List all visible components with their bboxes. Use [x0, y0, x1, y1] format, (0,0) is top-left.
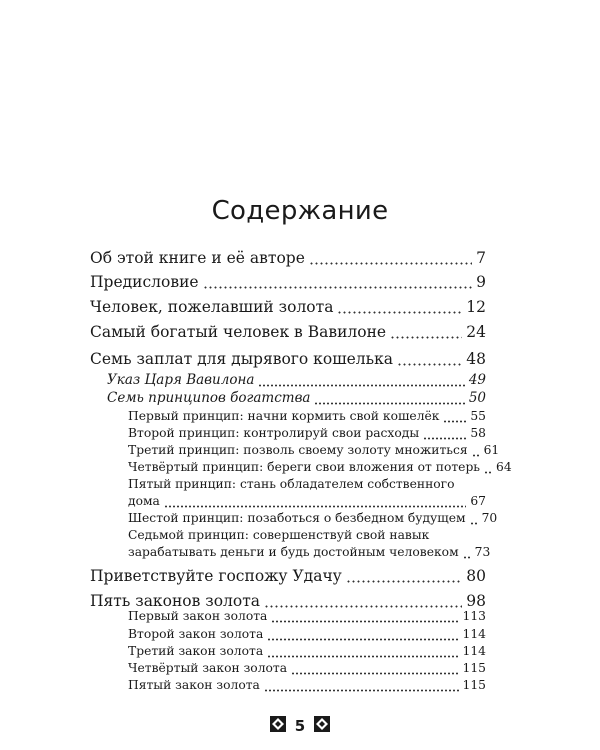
toc-entry-page: 113	[462, 609, 486, 623]
toc-subsubentry[interactable]	[128, 528, 491, 562]
toc-subsubentry[interactable]	[128, 409, 486, 426]
toc-entry[interactable]	[90, 273, 486, 293]
toc-entry[interactable]	[90, 350, 486, 370]
dot-leader	[258, 384, 464, 387]
toc-entry-label: Семь заплат для дырявого кошелька	[90, 350, 393, 368]
toc-subsubentry[interactable]	[128, 511, 498, 528]
dot-leader	[470, 522, 478, 525]
toc-entry[interactable]	[90, 298, 486, 318]
toc-entry-page: 73	[474, 545, 491, 559]
toc-entry-page: 64	[496, 460, 512, 474]
toc-entry-page: 50	[468, 390, 486, 406]
toc-entry[interactable]	[90, 323, 486, 343]
toc-entry-page: 70	[481, 511, 498, 525]
dot-leader	[463, 556, 471, 559]
toc-subsubentry[interactable]	[128, 477, 486, 511]
toc-subsubentry[interactable]	[128, 460, 512, 477]
toc-entry-page: 98	[466, 592, 486, 610]
dot-leader	[346, 580, 462, 583]
toc-entry-page: 9	[476, 273, 486, 291]
toc-entry-page: 12	[466, 298, 486, 316]
page-title: Содержание	[211, 196, 389, 226]
page-footer	[0, 716, 600, 736]
dot-leader	[271, 620, 458, 623]
dot-leader	[309, 262, 472, 265]
toc-entry-label: Семь принципов богатства	[107, 390, 311, 406]
dot-leader	[291, 672, 458, 675]
toc-entry-page: 80	[466, 567, 486, 585]
toc-subsubentry[interactable]	[128, 443, 500, 460]
dot-leader	[472, 454, 480, 457]
toc-entry-page: 61	[483, 443, 500, 457]
diamond-ornament-icon	[314, 716, 330, 736]
dot-leader	[164, 505, 466, 508]
toc-entry-page: 24	[466, 323, 486, 341]
toc-entry-page: 114	[462, 644, 486, 658]
toc-subsubentry[interactable]	[128, 627, 486, 644]
dot-leader	[267, 638, 458, 641]
toc-subsubentry[interactable]	[128, 661, 486, 678]
dot-leader	[267, 655, 458, 658]
toc-entry-label: Третий закон золота	[128, 644, 264, 658]
page-number: 5	[294, 717, 306, 735]
toc-entry-page: 67	[470, 494, 486, 508]
toc-subentry[interactable]	[107, 390, 486, 408]
toc-entry-label: Пятый закон золота	[128, 678, 260, 692]
toc-entry-label-line2: дома	[128, 494, 160, 508]
dot-leader	[390, 336, 462, 339]
dot-leader	[484, 471, 492, 474]
toc-entry-label: Второй закон золота	[128, 627, 264, 641]
toc-entry-label: Человек, пожелавший золота	[90, 298, 334, 316]
dot-leader	[397, 363, 462, 366]
toc-subsubentry[interactable]	[128, 426, 486, 443]
toc-entry-page: 55	[470, 409, 486, 423]
toc-entry-label-line2: зарабатывать деньги и будь достойным человеком	[128, 545, 459, 559]
toc-entry-label: Третий принцип: позволь своему золоту множиться	[128, 443, 468, 457]
dot-leader	[203, 286, 473, 289]
toc-entry-label: Шестой принцип: позаботься о безбедном будущем	[128, 511, 466, 525]
diamond-ornament-icon	[270, 716, 286, 736]
toc-entry-page: 115	[462, 678, 486, 692]
toc-entry-label: Второй принцип: контролируй свои расходы	[128, 426, 420, 440]
toc-subsubentry[interactable]	[128, 678, 486, 695]
toc-entry-label: Об этой книге и её авторе	[90, 249, 305, 267]
toc-entry[interactable]	[90, 567, 486, 587]
toc-entry-label: Пять законов золота	[90, 592, 261, 610]
dot-leader	[423, 437, 466, 440]
toc-entry-label: Первый закон золота	[128, 609, 268, 623]
dot-leader	[264, 605, 462, 608]
toc-entry-label: Четвёртый закон золота	[128, 661, 288, 675]
toc-entry-label: Указ Царя Вавилона	[107, 372, 255, 388]
toc-entry-page: 49	[468, 372, 486, 388]
toc-entry-label-line1: Пятый принцип: стань обладателем собственного	[128, 477, 455, 491]
toc-entry-label: Предисловие	[90, 273, 199, 291]
toc-subsubentry[interactable]	[128, 609, 486, 626]
toc-subsubentry[interactable]	[128, 644, 486, 661]
dot-leader	[264, 689, 459, 692]
toc-entry-label: Приветствуйте госпожу Удачу	[90, 567, 342, 585]
toc-entry-page: 115	[462, 661, 486, 675]
toc-entry[interactable]	[90, 249, 486, 269]
toc-entry-page: 58	[470, 426, 486, 440]
dot-leader	[443, 420, 466, 423]
toc-subentry[interactable]	[107, 372, 486, 390]
dot-leader	[314, 402, 464, 405]
toc-entry-page: 48	[466, 350, 486, 368]
toc-entry-label: Четвёртый принцип: береги свои вложения от потерь	[128, 460, 481, 474]
dot-leader	[337, 311, 462, 314]
toc-entry-label-line1: Седьмой принцип: совершенствуй свой навык	[128, 528, 430, 542]
toc-entry-label: Первый принцип: начни кормить свой кошелёк	[128, 409, 440, 423]
toc-entry-page: 114	[462, 627, 486, 641]
toc-entry-page: 7	[476, 249, 486, 267]
toc-entry-label: Самый богатый человек в Вавилоне	[90, 323, 387, 341]
